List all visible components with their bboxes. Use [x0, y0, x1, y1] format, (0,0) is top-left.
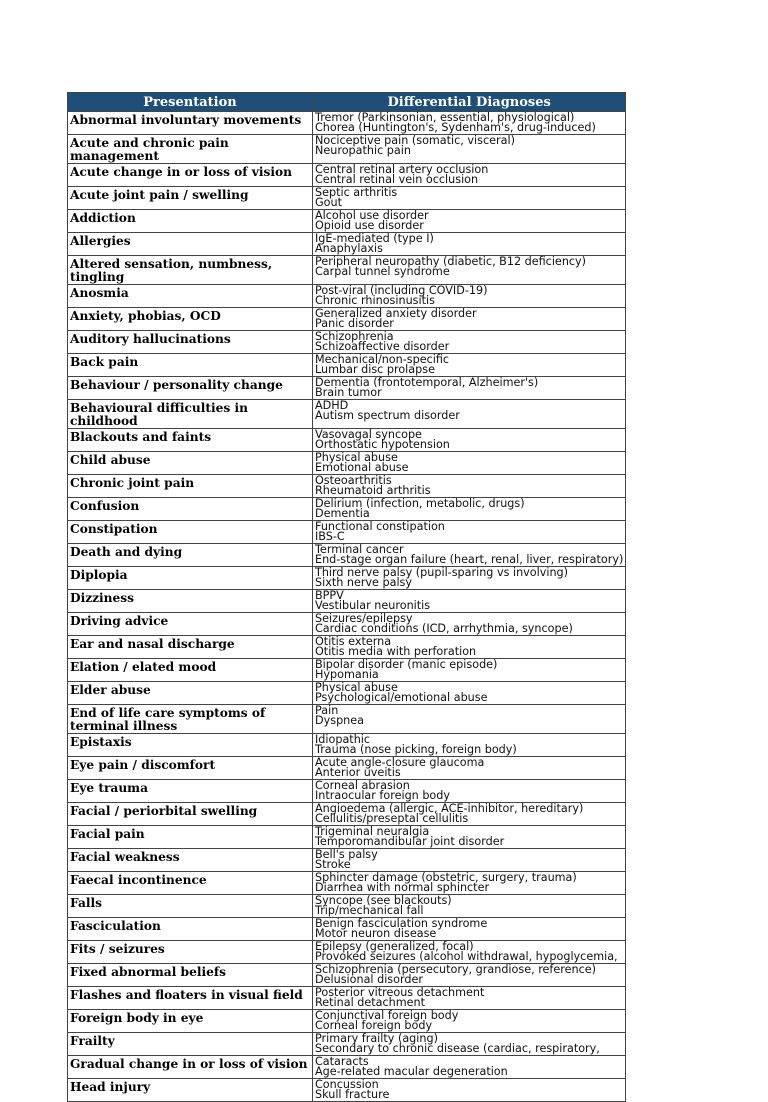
differential-diagnosis: Corneal foreign body — [315, 1019, 433, 1032]
presentation-header: Presentation — [68, 93, 313, 112]
differential-cell — [313, 331, 626, 354]
presentation-cell — [68, 636, 313, 659]
presentation-cell — [68, 849, 313, 872]
differential-cell — [313, 233, 626, 256]
presentation-text: Gradual change in or loss of vision — [70, 1057, 308, 1071]
presentation-cell — [68, 187, 313, 210]
differential-diagnosis: Posterior vitreous detachment — [315, 986, 485, 999]
differential-diagnosis: Hypomania — [315, 668, 379, 681]
presentation-cell — [68, 659, 313, 682]
presentation-cell — [68, 987, 313, 1010]
differential-diagnosis: Generalized anxiety disorder — [315, 307, 477, 320]
presentation-text: Fasciculation — [70, 919, 161, 933]
differential-cell — [313, 1079, 626, 1102]
differential-cell — [313, 659, 626, 682]
presentation-cell — [68, 164, 313, 187]
differential-cell — [313, 187, 626, 210]
differential-diagnosis: Trauma (nose picking, foreign body) — [315, 743, 517, 756]
differential-cell — [313, 567, 626, 590]
presentation-cell — [68, 256, 313, 285]
table-row — [68, 256, 626, 285]
differential-diagnosis: Vasovagal syncope — [315, 428, 422, 441]
presentation-cell — [68, 734, 313, 757]
differential-diagnosis: Seizures/epilepsy — [315, 612, 413, 625]
table-row — [68, 1079, 626, 1102]
differential-diagnosis: Peripheral neuropathy (diabetic, B12 deficiency) — [315, 255, 587, 268]
differential-cell — [313, 285, 626, 308]
differential-cell — [313, 964, 626, 987]
presentation-text: Anosmia — [70, 286, 129, 300]
differential-diagnosis: Epilepsy (generalized, focal) — [315, 940, 474, 953]
presentation-text: Facial / periorbital swelling — [70, 804, 258, 818]
table-row — [68, 567, 626, 590]
table-row — [68, 112, 626, 135]
presentation-cell — [68, 567, 313, 590]
differential-diagnosis: Vestibular neuronitis — [315, 599, 431, 612]
presentation-text: Frailty — [70, 1034, 115, 1048]
table-row — [68, 1033, 626, 1056]
differential-diagnosis: Anaphylaxis — [315, 242, 383, 255]
differential-diagnosis: Orthostatic hypotension — [315, 438, 450, 451]
table-row — [68, 452, 626, 475]
table-row — [68, 521, 626, 544]
differential-cell — [313, 354, 626, 377]
presentation-text: Death and dying — [70, 545, 183, 559]
differential-cell — [313, 780, 626, 803]
differential-diagnosis: Conjunctival foreign body — [315, 1009, 459, 1022]
differential-diagnosis: Rheumatoid arthritis — [315, 484, 431, 497]
diagnoses-table — [67, 92, 626, 1102]
presentation-text: Fits / seizures — [70, 942, 165, 956]
differential-diagnosis: Brain tumor — [315, 386, 382, 399]
differential-diagnosis: ADHD — [315, 399, 349, 412]
presentation-cell — [68, 1010, 313, 1033]
differential-diagnosis: Autism spectrum disorder — [315, 409, 460, 422]
table-row — [68, 987, 626, 1010]
table-row — [68, 826, 626, 849]
table-row — [68, 331, 626, 354]
presentation-text: Flashes and floaters in visual field — [70, 988, 303, 1002]
differential-diagnosis: Dyspnea — [315, 714, 364, 727]
presentation-cell — [68, 613, 313, 636]
table-row — [68, 803, 626, 826]
presentation-cell — [68, 1033, 313, 1056]
presentation-text: Dizziness — [70, 591, 135, 605]
presentation-text: Confusion — [70, 499, 140, 513]
differential-diagnosis: Trip/mechanical fall — [315, 904, 424, 917]
table-row — [68, 285, 626, 308]
differential-cell — [313, 757, 626, 780]
presentation-text: Facial weakness — [70, 850, 180, 864]
differential-diagnosis: Stroke — [315, 858, 351, 871]
table-row — [68, 964, 626, 987]
presentation-text: Fixed abnormal beliefs — [70, 965, 226, 979]
presentation-text: Head injury — [70, 1080, 151, 1094]
presentation-text: Faecal incontinence — [70, 873, 207, 887]
differential-diagnosis: Post-viral (including COVID-19) — [315, 284, 488, 297]
header-row — [68, 93, 626, 112]
table-row — [68, 498, 626, 521]
differential-diagnosis: Otitis media with perforation — [315, 645, 477, 658]
presentation-text: Altered sensation, numbness, tingling — [70, 257, 273, 284]
differential-diagnosis: Emotional abuse — [315, 461, 409, 474]
differential-diagnosis: Chronic rhinosinusitis — [315, 294, 435, 307]
presentation-cell — [68, 826, 313, 849]
presentation-cell — [68, 590, 313, 613]
presentation-text: Ear and nasal discharge — [70, 637, 235, 651]
presentation-cell — [68, 210, 313, 233]
table-row — [68, 780, 626, 803]
table-row — [68, 849, 626, 872]
differential-diagnosis: Primary frailty (aging) — [315, 1032, 438, 1045]
differential-diagnosis: Bell's palsy — [315, 848, 378, 861]
presentation-cell — [68, 757, 313, 780]
table-row — [68, 544, 626, 567]
table-row — [68, 636, 626, 659]
presentation-text: Driving advice — [70, 614, 169, 628]
table-row — [68, 895, 626, 918]
table-row — [68, 308, 626, 331]
differential-diagnosis: Dementia (frontotemporal, Alzheimer's) — [315, 376, 539, 389]
table-row — [68, 613, 626, 636]
presentation-cell — [68, 400, 313, 429]
differential-diagnosis: Syncope (see blackouts) — [315, 894, 452, 907]
table-row — [68, 233, 626, 256]
differential-diagnosis: Motor neuron disease — [315, 927, 437, 940]
table-row — [68, 734, 626, 757]
presentation-cell — [68, 1079, 313, 1102]
presentation-text: Acute joint pain / swelling — [70, 188, 249, 202]
differential-cell — [313, 429, 626, 452]
presentation-cell — [68, 112, 313, 135]
table-row — [68, 872, 626, 895]
differential-cell — [313, 803, 626, 826]
differential-diagnosis: Lumbar disc prolapse — [315, 363, 435, 376]
presentation-text: Chronic joint pain — [70, 476, 195, 490]
table-row — [68, 354, 626, 377]
differential-diagnosis: End-stage organ failure (heart, renal, liver, respiratory) — [315, 553, 624, 566]
differential-cell — [313, 135, 626, 164]
differential-diagnosis: Functional constipation — [315, 520, 445, 533]
differential-cell — [313, 895, 626, 918]
presentation-text: Acute change in or loss of vision — [70, 165, 292, 179]
presentation-text: Blackouts and faints — [70, 430, 212, 444]
presentation-cell — [68, 895, 313, 918]
presentation-text: Auditory hallucinations — [70, 332, 231, 346]
differential-diagnosis: Sixth nerve palsy — [315, 576, 413, 589]
table-row — [68, 659, 626, 682]
presentation-cell — [68, 803, 313, 826]
presentation-text: Diplopia — [70, 568, 128, 582]
differential-diagnosis: Carpal tunnel syndrome — [315, 265, 450, 278]
differential-diagnosis: Schizophrenia (persecutory, grandiose, reference) — [315, 963, 596, 976]
table-row — [68, 135, 626, 164]
differential-cell — [313, 1056, 626, 1079]
differential-cell — [313, 918, 626, 941]
differential-diagnosis: Otitis externa — [315, 635, 392, 648]
differential-cell — [313, 1033, 626, 1056]
presentation-cell — [68, 964, 313, 987]
table-row — [68, 590, 626, 613]
differential-cell — [313, 849, 626, 872]
table-body — [68, 112, 626, 1102]
differential-cell — [313, 498, 626, 521]
differential-diagnosis: Physical abuse — [315, 451, 398, 464]
differential-diagnosis: Temporomandibular joint disorder — [315, 835, 505, 848]
differential-diagnosis: Skull fracture — [315, 1088, 390, 1101]
presentation-cell — [68, 285, 313, 308]
differential-cell — [313, 1010, 626, 1033]
differential-diagnosis: Acute angle-closure glaucoma — [315, 756, 485, 769]
presentation-text: Eye pain / discomfort — [70, 758, 216, 772]
differential-diagnosis: IBS-C — [315, 530, 345, 543]
presentation-cell — [68, 233, 313, 256]
differential-diagnosis: Cataracts — [315, 1055, 369, 1068]
presentation-cell — [68, 780, 313, 803]
table-row — [68, 210, 626, 233]
presentation-text: Acute and chronic pain management — [70, 136, 229, 163]
presentation-cell — [68, 918, 313, 941]
differential-cell — [313, 826, 626, 849]
presentation-cell — [68, 682, 313, 705]
differential-diagnosis: Provoked seizures (alcohol withdrawal, hypoglycemia, — [315, 950, 618, 963]
presentation-cell — [68, 475, 313, 498]
table-row — [68, 1010, 626, 1033]
differential-diagnosis: Idiopathic — [315, 733, 371, 746]
differential-diagnosis: Age-related macular degeneration — [315, 1065, 508, 1078]
presentation-text: Elder abuse — [70, 683, 151, 697]
differential-diagnosis: Central retinal vein occlusion — [315, 173, 479, 186]
differential-diagnosis: Delirium (infection, metabolic, drugs) — [315, 497, 525, 510]
differential-diagnosis: BPPV — [315, 589, 344, 602]
presentation-text: Allergies — [70, 234, 131, 248]
presentation-text: Behavioural difficulties in childhood — [70, 401, 249, 428]
presentation-text: End of life care symptoms of terminal illness — [70, 706, 266, 733]
presentation-text: Falls — [70, 896, 103, 910]
differential-diagnosis: Delusional disorder — [315, 973, 423, 986]
differential-diagnosis: Corneal abrasion — [315, 779, 410, 792]
table-row — [68, 475, 626, 498]
differential-diagnosis: Septic arthritis — [315, 186, 398, 199]
presentation-text: Constipation — [70, 522, 158, 536]
table-row — [68, 918, 626, 941]
table-row — [68, 682, 626, 705]
table-row — [68, 377, 626, 400]
table-row — [68, 187, 626, 210]
differential-cell — [313, 308, 626, 331]
differential-diagnosis: Mechanical/non-specific — [315, 353, 450, 366]
differential-diagnosis: Benign fasciculation syndrome — [315, 917, 488, 930]
presentation-text: Back pain — [70, 355, 139, 369]
differential-diagnosis: Chorea (Huntington's, Sydenham's, drug-induced) — [315, 121, 596, 134]
differential-cell — [313, 521, 626, 544]
presentation-cell — [68, 1056, 313, 1079]
presentation-text: Epistaxis — [70, 735, 132, 749]
presentation-text: Facial pain — [70, 827, 145, 841]
differential-cell — [313, 941, 626, 964]
differential-diagnosis: Third nerve palsy (pupil-sparing vs involving) — [315, 566, 569, 579]
differential-diagnosis: Opioid use disorder — [315, 219, 424, 232]
presentation-cell — [68, 354, 313, 377]
table-row — [68, 1056, 626, 1079]
differential-diagnosis: Physical abuse — [315, 681, 398, 694]
differential-cell — [313, 734, 626, 757]
differential-diagnosis: Schizophrenia — [315, 330, 394, 343]
differential-diagnosis: Dementia — [315, 507, 370, 520]
differential-cell — [313, 452, 626, 475]
differential-cell — [313, 544, 626, 567]
differential-cell — [313, 164, 626, 187]
differential-diagnosis: Tremor (Parkinsonian, essential, physiological) — [315, 111, 575, 124]
presentation-text: Elation / elated mood — [70, 660, 217, 674]
table-row — [68, 429, 626, 452]
differential-diagnosis: Cellulitis/preseptal cellulitis — [315, 812, 469, 825]
differential-cell — [313, 987, 626, 1010]
differential-diagnosis: Pain — [315, 704, 339, 717]
presentation-cell — [68, 705, 313, 734]
table-row — [68, 400, 626, 429]
differential-header: Differential Diagnoses — [313, 93, 626, 112]
presentation-text: Child abuse — [70, 453, 151, 467]
presentation-cell — [68, 941, 313, 964]
presentation-text: Foreign body in eye — [70, 1011, 204, 1025]
differential-diagnosis: IgE-mediated (type I) — [315, 232, 434, 245]
presentation-text: Eye trauma — [70, 781, 148, 795]
table-row — [68, 941, 626, 964]
presentation-cell — [68, 498, 313, 521]
differential-cell — [313, 613, 626, 636]
differential-diagnosis: Sphincter damage (obstetric, surgery, trauma) — [315, 871, 577, 884]
differential-cell — [313, 590, 626, 613]
differential-cell — [313, 872, 626, 895]
differential-diagnosis: Bipolar disorder (manic episode) — [315, 658, 498, 671]
presentation-cell — [68, 544, 313, 567]
differential-diagnosis: Concussion — [315, 1078, 379, 1091]
differential-cell — [313, 475, 626, 498]
differential-diagnosis: Central retinal artery occlusion — [315, 163, 489, 176]
differential-cell — [313, 682, 626, 705]
differential-diagnosis: Alcohol use disorder — [315, 209, 429, 222]
differential-diagnosis: Diarrhea with normal sphincter — [315, 881, 490, 894]
differential-diagnosis: Panic disorder — [315, 317, 394, 330]
differential-diagnosis: Retinal detachment — [315, 996, 425, 1009]
presentation-cell — [68, 377, 313, 400]
differential-diagnosis: Intraocular foreign body — [315, 789, 450, 802]
differential-cell — [313, 705, 626, 734]
presentation-text: Addiction — [70, 211, 136, 225]
presentation-cell — [68, 135, 313, 164]
differential-cell — [313, 377, 626, 400]
differential-diagnosis: Psychological/emotional abuse — [315, 691, 488, 704]
differential-diagnosis: Neuropathic pain — [315, 144, 411, 157]
differential-diagnosis: Secondary to chronic disease (cardiac, respiratory, — [315, 1042, 600, 1055]
presentation-cell — [68, 872, 313, 895]
differential-cell — [313, 400, 626, 429]
table-row — [68, 164, 626, 187]
table-row — [68, 705, 626, 734]
differential-diagnosis: Anterior uveitis — [315, 766, 401, 779]
differential-diagnosis: Osteoarthritis — [315, 474, 392, 487]
differential-diagnosis: Angioedema (allergic, ACE-inhibitor, hereditary) — [315, 802, 584, 815]
differential-cell — [313, 256, 626, 285]
presentation-text: Behaviour / personality change — [70, 378, 283, 392]
differential-diagnosis: Gout — [315, 196, 342, 209]
presentation-text: Abnormal involuntary movements — [70, 113, 302, 127]
presentation-cell — [68, 521, 313, 544]
presentation-cell — [68, 429, 313, 452]
table-row — [68, 757, 626, 780]
presentation-cell — [68, 331, 313, 354]
presentation-text: Anxiety, phobias, OCD — [70, 309, 221, 323]
presentation-cell — [68, 452, 313, 475]
differential-cell — [313, 636, 626, 659]
differential-diagnosis: Trigeminal neuralgia — [315, 825, 430, 838]
differential-diagnosis: Terminal cancer — [315, 543, 404, 556]
differential-diagnosis: Schizoaffective disorder — [315, 340, 450, 353]
differential-diagnosis: Cardiac conditions (ICD, arrhythmia, syncope) — [315, 622, 573, 635]
differential-cell — [313, 112, 626, 135]
differential-diagnosis: Nociceptive pain (somatic, visceral) — [315, 134, 515, 147]
differential-cell — [313, 210, 626, 233]
presentation-cell — [68, 308, 313, 331]
